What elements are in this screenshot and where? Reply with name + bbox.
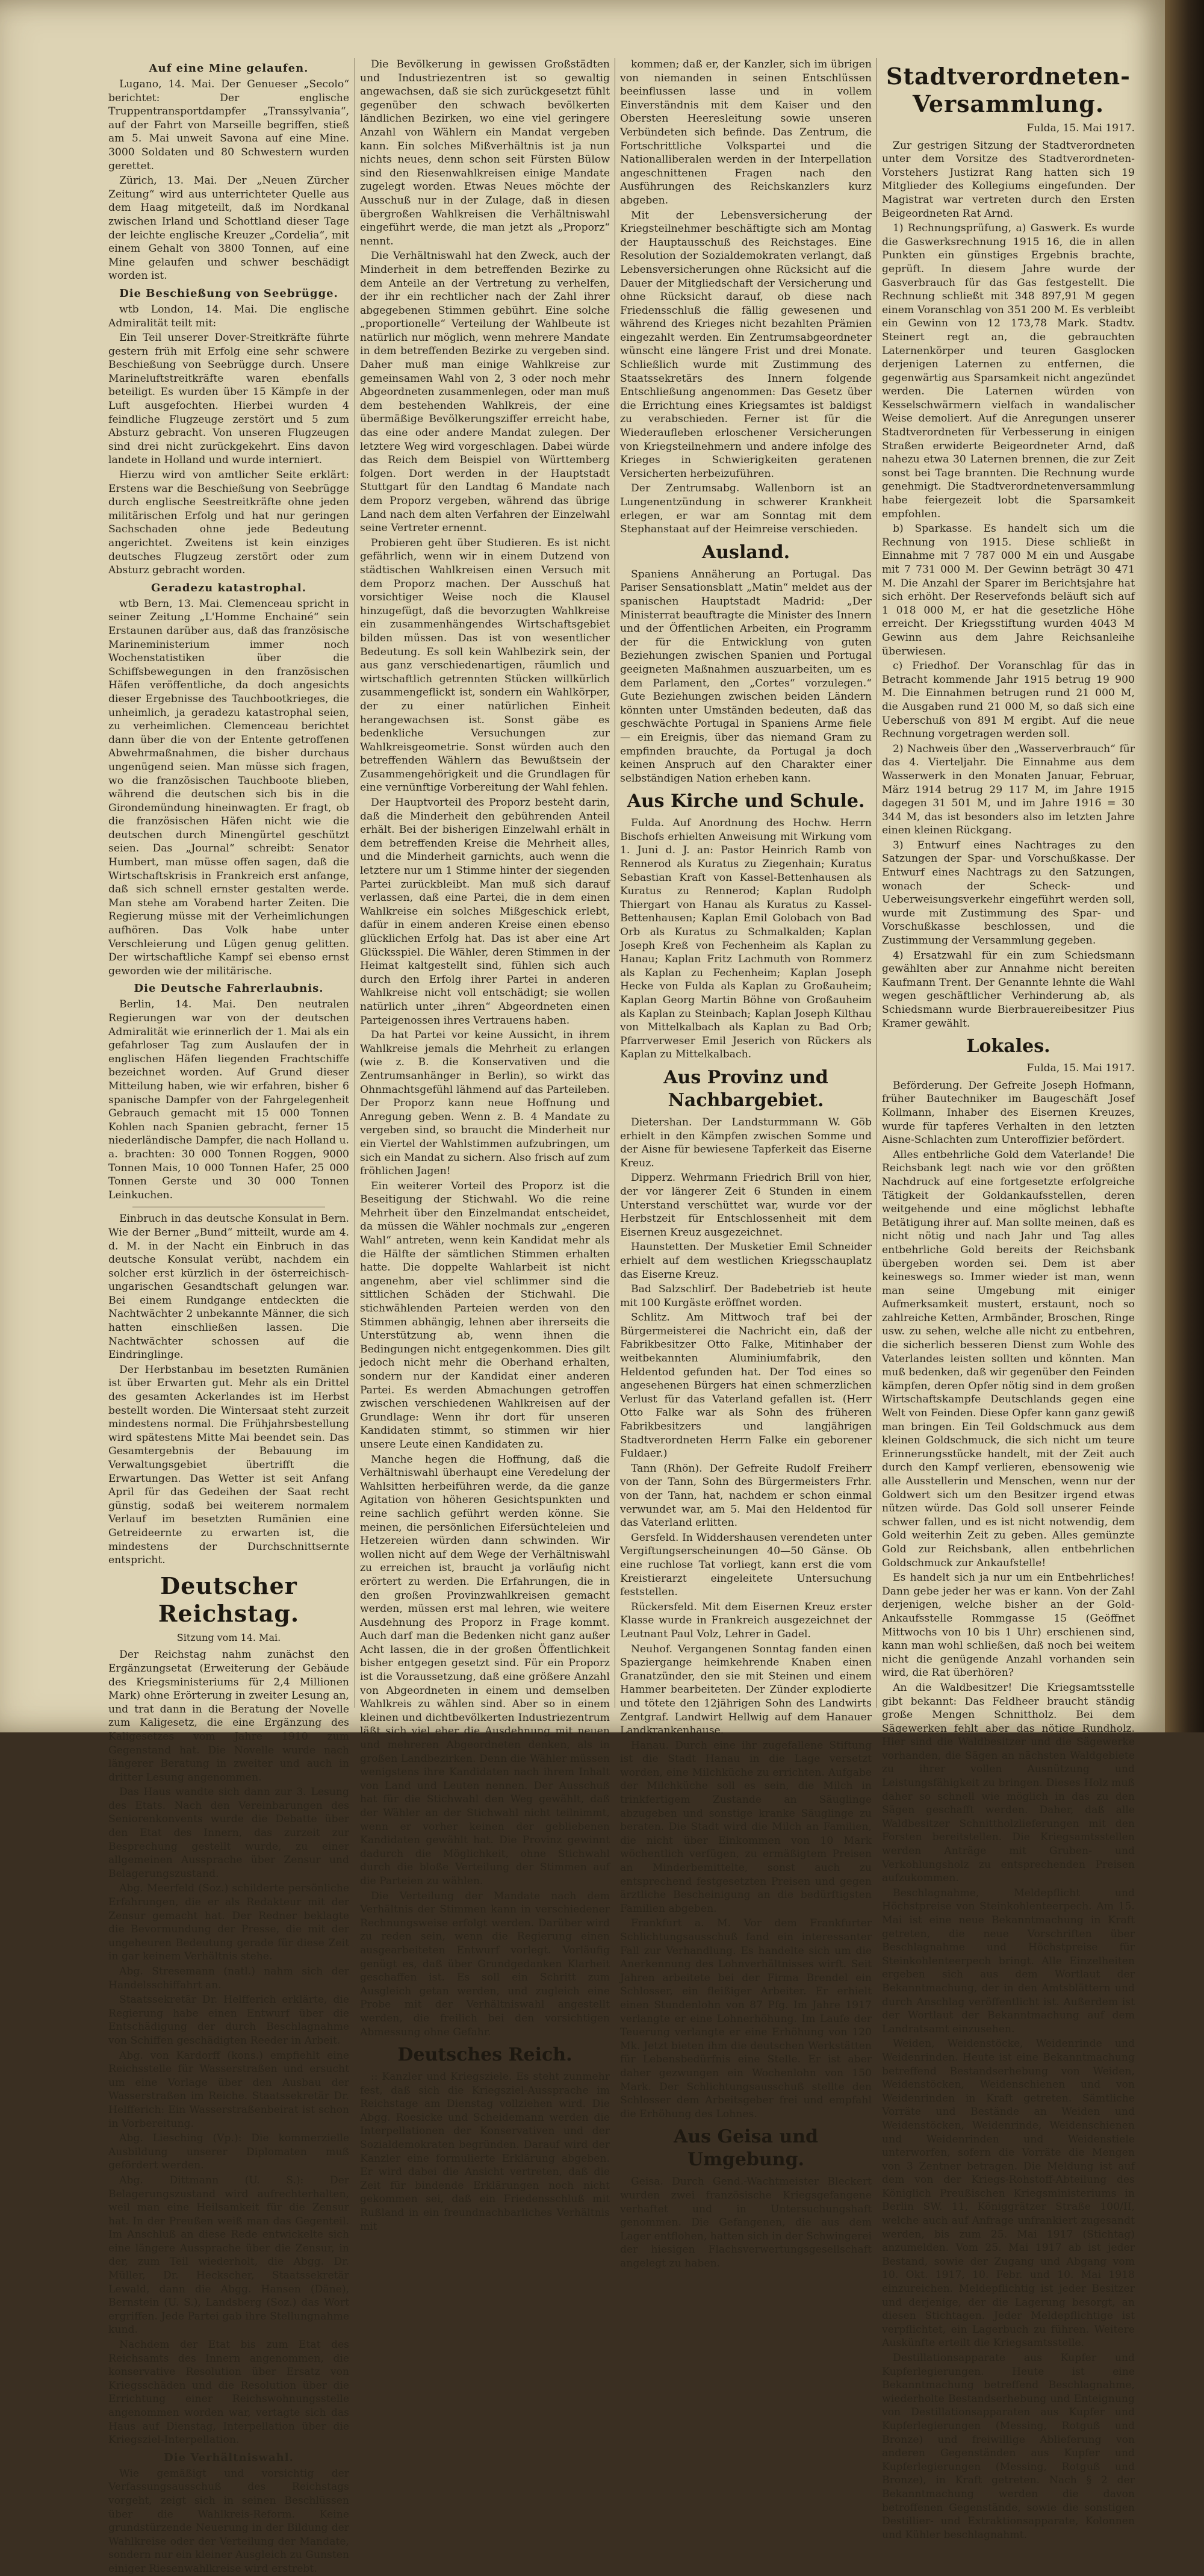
dateline: Fulda, 15. Mai 1917.	[1026, 122, 1135, 134]
article-paragraph: Nachdem der Etat bis zum Etat des Reichsamts des Innern angenommen, die konservative Resolution über Ersatz von Kriegsschäden und die Resolution über die Errichtung einer Reichswohnungsstelle angenommen worden war, vertagte sich das Haus auf Dienstag, Interpellation über die Kriegsziel-Interpellation.	[108, 2339, 349, 2447]
article-paragraph: 1) Rechnungsprüfung, a) Gaswerk. Es wurde die Gaswerksrechnung 1915 16, die in allen Punkten ein günstiges Ergebnis brachte, geprüft. In diesem Jahre wurde der Gasverbrauch für das Gas festgestellt. Die Rechnung schließt mit 348 897,91 M gegen einem Voranschlag von 351 200 M. Es verbleibt ein Gewinn von 12 173,78 Mark. Stadtv. Steinert regt an, die gebrauchten Laternenkörper und teuren Gasglocken derjenigen Laternen zu entfernen, die gegenwärtig aus Sparsamkeit nicht angezündet werden. Die Laternen würden von Kesselschwärmern vielfach in wandalischer Weise demoliert. Auf die Anregungen unserer Stadtverordneten für Verbesserung in einigen Straßen erwiderte Beigeordneter Arnd, daß nahezu etwa 30 Laternen brennen, die zur Zeit sonst bei Tage brannten. Die Rechnung wurde genehmigt. Die Stadtverordnetenversammlung habe feiergezeit lobt die Sparsamkeit empfohlen.	[882, 222, 1135, 520]
section-heading: Aus Provinz und Nachbargebiet.	[663, 1066, 828, 1111]
article-paragraph: Abg. Dittmann (U. S.): Der Belagerungszustand wird aufrechterhalten, weil man eine Heilsamkeit für die Zensur hat. In der Preußen weiß man das Gegenteil. Im Anschluß an diese Rede entwickelte sich eine längere Aussprache über die Zensur, in der, zum Teil wiederholt, die Abgg. Dr. Müller, Dr. Heckscher, Staatssekretär Lewald, dann die Abgg. Hansen (Däne), Bernstein (U. S.), Landsberg (Soz.) das Wort ergriffen. Jede Partei gab ihre Stellungnahme kund.	[108, 2174, 349, 2336]
article-paragraph: Wie gemäßigt und vorsichtig der Verfassungsausschuß des Reichstags vorgeht, zeigt sich in seinen Beschlüssen über die Wahlkreis-Reform. Keine grundstürzende Neuerung in der Bildung der Wahlkreise oder der Verteilung der Mandate, sondern nur ein kleiner Ausgleich zu Gunsten einiger Riesenwahlkreise wird erstrebt.	[108, 2467, 349, 2575]
article-paragraph: Abg. Meerfeld (Soz.) schilderte persönliche Erfahrungen, die er als Redakteur mit der Zensur gemacht hat. Der Redner beklagte die Bevormundung der Presse, die mit der ungeheuren Bedeutung gerade für diese Zeit in gar keinem Verhältnis stehe.	[108, 1882, 349, 1963]
article-paragraph: Bad Salzschlirf. Der Badebetrieb ist heute mit 100 Kurgäste eröffnet worden.	[620, 1283, 872, 1309]
article-paragraph: Gersfeld. In Widdershausen verendeten unter Vergiftungserscheinungen 40—50 Gänse. Ob eine ruchlose Tat vorliegt, kann erst die vom Kreistierarzt eingeleitete Untersuchung feststellen.	[620, 1531, 872, 1599]
article-paragraph: Dipperz. Wehrmann Friedrich Brill von hier, der vor längerer Zeit 6 Stunden in einem Unterstand verschüttet war, wurde vor der Herbstzeit für Entschlossenheit mit dem Eisernen Kreuz ausgezeichnet.	[620, 1172, 872, 1239]
article-headline: Die Verhältniswahl.	[164, 2451, 294, 2464]
section-heading: Deutsches Reich.	[397, 2044, 573, 2066]
article-paragraph: Lugano, 14. Mai. Der Genueser „Secolo“ berichtet: Der englische Truppentransportdampfer „Transsylvania“, auf der Fahrt von Marseille begriffen, stieß am 5. Mai unweit Savona auf eine Mine. 3000 Soldaten und 80 Schwestern wurden gerettet.	[108, 78, 349, 172]
article-paragraph: Der Hauptvorteil des Proporz besteht darin, daß die Minderheit den gebührenden Anteil erhält. Bei der bisherigen Einzelwahl erhält in dem betreffenden Kreise die Mehrheit alles, und die Minderheit garnichts, auch wenn die letztere nur um 1 Stimme hinter der siegenden Partei zurückbleibt. Man muß sich darauf verlassen, daß eine Partei, die in dem einen Wahlkreise ein solches Mißgeschick erlebt, dafür in einem anderen Kreise einen ebenso glücklichen Erfolg hat. Das ist aber eine Art Glücksspiel. Die Wähler, deren Stimmen in der Heimat kaltgestellt sind, fühlen sich auch durch den Erfolg ihrer Partei in anderen Wahlkreise nicht voll entschädigt; sie wollen natürlich unter „ihren“ Abgeordneten einen Parteigenossen ihres Vertrauens haben.	[360, 797, 610, 1027]
article-headline: Geradezu katastrophal.	[150, 581, 307, 594]
article-paragraph: Probieren geht über Studieren. Es ist nicht gefährlich, wenn wir in einem Dutzend von städtischen Wahlkreisen einen Versuch mit dem Proporz machen. Der Ausschuß hat vorsichtiger Weise noch die Klausel hinzugefügt, daß die bevorzugten Wahlkreise ein zusammenhängendes Wirtschaftsgebiet bilden müssen. Das ist von wesentlicher Bedeutung. Es soll kein Wahlbezirk sein, der aus ganz verschiedenartigen, räumlich und wirtschaftlich getrennten Stücken willkürlich zusammengeflickt ist, sondern ein Wahlkörper, der zu einer natürlichen Einheit herangewachsen ist. Sonst gäbe es bedenkliche Versuchungen zur Wahlkreisgeometrie. Sonst würden auch den betreffenden Wählern das Bewußtsein der Zusammengehörigkeit und die Grundlagen für eine vernünftige Vorbereitung der Wahl fehlen.	[360, 537, 610, 794]
article-paragraph: Die Verhältniswahl hat den Zweck, auch der Minderheit in dem betreffenden Bezirke zu dem Anteile an der Vertretung zu verhelfen, der ihr ein rechtlicher nach der Zahl ihrer abgegebenen Stimmen gebührt. Eine solche „proportionelle“ Verteilung der Wahlbeute ist natürlich nur möglich, wenn mehrere Mandate in dem betreffenden Bezirke zu vergeben sind. Daher muß man einige Wahlkreise zur gemeinsamen Wahl von 2, 3 oder noch mehr Abgeordneten zusammenlegen, oder man muß dem bestehenden Wahlkreis, der eine übermäßige Bevölkerungsziffer erreicht habe, das eine oder andere Mandat zulegen. Der letztere Weg wird vorgeschlagen. Dabei würde das Reich dem Beispiel von Württemberg folgen. Dort werden in der Hauptstadt Stuttgart für den Landtag 6 Mandate nach dem Proporz vergeben, während das übrige Land nach dem alten Verfahren der Einzelwahl seine Vertreter ernennt.	[360, 250, 610, 535]
article-paragraph: Ein weiterer Vorteil des Proporz ist die Beseitigung der Stichwahl. Wo die reine Mehrheit über den Einzelmandat entscheidet, da müssen die Wähler nochmals zur „engeren Wahl“ antreten, wenn kein Kandidat mehr als die Hälfte der sämtlichen Stimmen erhalten hatte. Die doppelte Wahlarbeit ist nicht angenehm, aber viel schlimmer sind die sittlichen Schäden der Stichwahl. Die stichwählenden Parteien werden von den Stimmen abhängig, lehnen aber ihrerseits die Unterstützung ab, wenn ihnen die Bedingungen nicht entgegenkommen. Dies gilt jedoch nicht mehr die Oberhand erhalten, sondern nur der Kandidat einer anderen Partei. Es werden Abmachungen getroffen zwischen verschiedenen Wahlkreisen auf der Grundlage: Wenn ihr dort für unseren Kandidaten stimmt, so stimmen wir hier unsere Leute einen Kandidaten zu.	[360, 1180, 610, 1451]
column-4	[882, 58, 1135, 2541]
article-paragraph: Destillationsapparate aus Kupfer und Kupferlegierungen. Heute ist eine Bekanntmachung betreffend Beschlagnahme, wiederholte Bestandserhebung und Enteignung von Destillationsapparaten aus Kupfer und Kupferlegierungen (Messing, Rotguß und Bronze) und freiwillige Ablieferung von anderen Gegenständen aus Kupfer und Kupferlegierungen (Messing, Rotguß und Bronze), in Kraft getreten. Nach § 2 der Bekanntmachung werden die davon betroffenen Gegenstände, sowie die sonstigen Destillier- und Extraktionsapparate, Kolonnen und Kühler beschlagnahmt.	[882, 2352, 1135, 2541]
article-paragraph: Der Herbstanbau im besetzten Rumänien ist über Erwarten gut. Mehr als ein Drittel des gesamten Ackerlandes ist im Herbst bestellt worden. Die Wintersaat steht zurzeit mindestens normal. Die Frühjahrsbestellung wird spätestens Mitte Mai beendet sein. Das Gesamtergebnis der Bebauung im Verwaltungsgebiet übertrifft die Erwartungen. Das Wetter ist seit Anfang April für das Gedeihen der Saat recht günstig, sodaß bei weiterem normalem Verlauf im besetzten Rumänien eine Getreideernte zu erwarten ist, die mindestens der Durchschnittsernte entspricht.	[108, 1363, 349, 1567]
article-paragraph: Frankfurt a. M. Vor dem Frankfurter Schlichtungsausschuß fand ein interessanter Fall zur Verhandlung. Es handelte sich um die Anerkennung des Lohnverhältnisses wirft. Seit Jahren arbeitete bei der Firma Brendel ein Schlosser, ein fleißiger Arbeiter. Er erhielt einen Stundenlohn von 87 Pfg. Im Jahre 1917 verlangte er eine Lohnerhöhung. Im Laufe der Teuerung verlangte er eine Erhöhung von 120 Mk. Jetzt bieten ihm die deutschen Werkstätten für Lebensbedürfnis eine Stelle. Er ist aber daher gezwungen ein Wochenlohn von 150 Mark. Der Schlichtungsausschuß stellte den Schlosser dem Arbeitsgeber frei und empfahl die Erhöhung des Lohnes.	[620, 1917, 872, 2120]
article-paragraph: wtb London, 14. Mai. Die englische Admiralität teilt mit:	[108, 303, 349, 329]
article-paragraph: 3) Entwurf eines Nachtrages zu den Satzungen der Spar- und Vorschußkasse. Der Entwurf eines Nachtrags zu den Satzungen, wonach der Scheck- und Ueberweisungsverkehr eingeführt werden soll, wurde mit Zustimmung des Spar- und Vorschußkasse beschlossen, und die Zustimmung der Versammlung gegeben.	[882, 839, 1135, 947]
section-heading: Deutscher Reichstag.	[158, 1572, 300, 1627]
article-paragraph: Weiden, Weidenstöcke, Weidenrinde und Weidenrinden. Heute ist eine Bekanntmachung betreffend Bestandserhebung von Weiden, Weidenstöcken, Weidenschienen und von Weidenrinden in Kraft getreten. Sämtliche Vorräte und Bestände an Weiden und Weidenstöcken, Weidenrinde, Weidenschienen und Weidenrinden und Weidenstiele unterworfen, sofern die Vorräte die Mengen von 3 Zentner betragen. Die Meldung ist auf dem von der Kriegs-Rohstoff-Abteilung des Königlich Preußischen Kriegsministeriums in Berlin SW. 11, Königgrätzer Straße 100/II, welche auch auf Anfrage unfrankiert zugesandt werden, bis zum 25. Mai 1917 (Stichtag) anzumelden. Vom 25. Mai 1917 ab ist jeder Bestand, sowie der Zugang und Abgang vom 10. Okt. 1917, 10. Febr. und 10. Mai 1918 einzureichen. Meldepflichtig ist jeder Besitzer und derjenige, der die Lagerung besorgt, an diesen Stichtagen. Jeder Meldepflichtige ist verpflichtet, ein Lagerbuch zu führen. Weitere Auskünfte erteilt die Kriegsamtsstelle.	[882, 2038, 1135, 2350]
article-paragraph: Beförderung. Der Gefreite Joseph Hofmann, früher Bautechniker im Baugeschäft Josef Kollmann, Inhaber des Eisernen Kreuzes, wurde für tapferes Verhalten in den letzten Aisne-Schlachten zum Unteroffizier befördert.	[882, 1079, 1135, 1146]
session-date: Sitzung vom 14. Mai.	[176, 1631, 281, 1643]
article-paragraph: Ein Teil unserer Dover-Streitkräfte führte gestern früh mit Erfolg eine sehr schwere Beschießung von Seebrügge durch. Unsere Marineluftstreitkräfte waren ebenfalls beteiligt. Es wurden über 15 Kämpfe in der Luft ausgefochten. Hierbei wurden 4 feindliche Flugzeuge zerstört und 5 zum Absturz gebracht. Von unseren Flugzeugen sind drei nicht zurückgekehrt. Eins davon landete in Holland und wurde interniert.	[108, 332, 349, 467]
article-paragraph: An die Waldbesitzer! Die Kriegsamtsstelle gibt bekannt: Das Feldheer braucht ständig große Mengen Schnittholz. Bei dem Sägewerken fehlt aber das nötige Rundholz. Hier sind die Waldbesitzer und die Sägewerke vorhanden, die Sägen an nächsten Waldgebiete zu ihrer vollen Ausnützung und Leistungsfähigkeit zu bringen. Dieses Holz muß daher so schnell wie möglich in das zu den Sägen geschafft werden. Daher, daß alle Waldbesitzer Schnittholzlieferungen mit den Forsten bereitstellen. Die Kriegsamtsstellen werden Anträge mit Gruben- und Verkohlungsholz zu entsprechenden Preisen aufzukommen.	[882, 1681, 1135, 1885]
article-paragraph: Rückersfeld. Mit dem Eisernen Kreuz erster Klasse wurde in Frankreich ausgezeichnet der Leutnant Paul Volz, Lehrer in Gadel.	[620, 1601, 872, 1640]
section-heading: Ausland.	[701, 541, 790, 563]
article-paragraph: :: Kanzler und Kriegsziele. Es steht zunmehr fest, daß sich die Kriegsziel-Aussprache im Reichstage am Dienstag vollziehen wird. Die Abgg. Roesicke und Scheidemann werden die Interpellationen der Konservativen und der Sozialdemokraten begründen. Darauf wird der Kanzler eine formulierte Erklärung abgeben. Er wird dabei die Ansicht vertreten, daß die Zeit für bindende Erklärungen noch nicht gekommen sei, daß ein Friedensschluß mit Rußland in ein freundnachbarliches Verhältnis mit	[360, 2071, 610, 2233]
article-paragraph: Berlin, 14. Mai. Den neutralen Regierungen war von der deutschen Admiralität wie erinnerlich der 1. Mai als ein gefahrloser Tag zum Auslaufen der in englischen Häfen liegenden Frachtschiffe bezeichnet worden. Auf Grund dieser Mitteilung haben, wie wir erfahren, bisher 6 spanische Dampfer von der Fahrgelegenheit Gebrauch gemacht mit 15 000 Tonnen Kohlen nach Spanien gebracht, ferner 15 niederländische Dampfer, die nach Holland u. a. brachten: 30 000 Tonnen Roggen, 9000 Tonnen Mais, 10 000 Tonnen Hafer, 25 000 Tonnen Gerste und 30 000 Tonnen Leinkuchen.	[108, 998, 349, 1201]
column-3	[620, 58, 872, 2270]
article-headline: Auf eine Mine gelaufen.	[149, 62, 309, 75]
article-paragraph: 2) Nachweis über den „Wasserverbrauch“ für das 4. Vierteljahr. Die Einnahme aus dem Wasserwerk in den Monaten Januar, Februar, März 1914 betrug 29 117 M, im Jahre 1915 dagegen 31 501 M, und im Jahre 1916 = 30 344 M, das ist besonders also im letzten Jahre einen kleinen Rückgang.	[882, 742, 1135, 837]
article-paragraph: Neuhof. Vergangenen Sonntag fanden einen Spaziergange heimkehrende Knaben einen Granatzünder, den sie mit Steinen und einem Hammer bearbeiteten. Der Zünder explodierte und tötete den 12jährigen Sohn des Landwirts Zentgraf. Landwirt Hellwig auf dem Hanauer Landkrankenhause.	[620, 1643, 872, 1737]
article-paragraph: kommen; daß er, der Kanzler, sich im übrigen von niemanden in seinen Entschlüssen beeinflussen lasse und in vollem Einverständnis mit dem Kaiser und den Obersten Heeresleitung sowie unseren Verbündeten sich befinde. Das Zentrum, die Fortschrittliche Volkspartei und die Nationalliberalen werden in der Interpellation angeschnittenen Fragen nach den Ausführungen des Reichskanzlers kurz abgeben.	[620, 58, 872, 207]
article-paragraph: c) Friedhof. Der Voranschlag für das in Betracht kommende Jahr 1915 betrug 19 900 M. Die Einnahmen betrugen rund 21 000 M, die Ausgaben rund 21 000 M, so daß sich eine Ueberschuß von 891 M ergibt. Auf die neue Rechnung vorgetragen werden soll.	[882, 660, 1135, 741]
article-paragraph: Abg. von Kardorff (kons.) empfiehlt eine Reichsstelle für Wasserstraßen und ersucht um eine Vorlage über den Ausbau der Wasserstraßen im Reiche. Staatssekretär Dr. Helfferich: Ein Wasserstraßenbeirat ist schon in Vorbereitung.	[108, 2049, 349, 2130]
article-paragraph: Staatssekretär Dr. Helfferich erklärte, die Regierung habe einen Entwurf über die Entschädigung der durch Beschlagnahme von Schiffen geschädigten Reeder in Arbeit.	[108, 1994, 349, 2047]
article-paragraph: Hanau. Durch eine ihr zugefallene Stiftung ist die Stadt Hanau in die Lage versetzt worden, eine Milchküche zu errichten. Aufgabe der Milchküche soll es sein, die Milch in trinkfertigem Zustande an Säuglinge abzugeben und sonstige kranke Säuglinge zu beraten. Die Stadt wird die Milch an Familien, die nicht über Einkommen von 10 Mark wöchentlich verfügen, zu ermäßigtem Preisen an Minderbemittelte, sonst auch zu entsprechend festgesetzten Preisen und gegen ärztliche Bescheinigung an die bedürftigsten Familien abgeben.	[620, 1739, 872, 1915]
article-paragraph: Mit der Lebensversicherung der Kriegsteilnehmer beschäftigte sich am Montag der Hauptausschuß des Reichstages. Eine Resolution der Sozialdemokraten verlangt, daß Lebensversicherungen ohne Rücksicht auf die Dauer der Mitgliedschaft der Versicherung und ohne Rücksicht darauf, ob diese nach Friedensschluß die fällig gewesenen und während des Krieges nicht bezahlten Prämien eingezahlt werden. Ein Zentrumsabgeordneter wünscht eine längere Frist und drei Monate. Schließlich wurde mit Zustimmung des Staatssekretärs des Innern folgende Entschließung angenommen: Das Gesetz über die Errichtung eines Kriegsamtes ist baldigst zu verabschieden. Ferner ist für die Wiederaufleben erloschener Versicherungen von Kriegsteilnehmern und andere infolge des Krieges in Schwierigkeiten geratenen Versicherten herbeizuführen.	[620, 209, 872, 480]
article-paragraph: Einbruch in das deutsche Konsulat in Bern. Wie der Berner „Bund“ mitteilt, wurde am 4. d. M. in der Nacht ein Einbruch in das deutsche Konsulat verübt, nachdem ein solcher erst kürzlich in der österreichisch-ungarischen Gesandtschaft gelungen war. Bei einem Rundgange entdeckten die Nachtwächter 2 unbekannte Männer, die sich hatten einschließen lassen. Die Nachtwächter schossen auf die Eindringlinge.	[108, 1213, 349, 1361]
article-paragraph: Schlitz. Am Mittwoch traf bei der Bürgermeisterei die Nachricht ein, daß der Fabrikbesitzer Otto Falke, Mitinhaber der weitbekannten Aluminiumfabrik, den Heldentod gefunden hat. Der Tod eines so angesehenen Bürgers hat einen schmerzlichen Verlust für das Vaterland gefallen ist. (Herr Otto Falke war als Sohn des früheren Fabrikbesitzers und langjährigen Stadtverordneten Herrn Falke ein geborener Fuldaer.)	[620, 1311, 872, 1460]
article-paragraph: Zur gestrigen Sitzung der Stadtverordneten unter dem Vorsitze des Stadtverordneten-Vorstehers Justizrat Rang hatten sich 19 Mitglieder des Kollegiums eingefunden. Der Magistrat war vertreten durch den Ersten Beigeordneten Rat Arnd.	[882, 139, 1135, 220]
article-paragraph: Alles entbehrliche Gold dem Vaterlande! Die Reichsbank legt nach wie vor den größten Nachdruck auf eine fortgesetzte erfolgreiche Tätigkeit der Goldankaufsstellen, deren weitgehende und eine möglichst lebhafte Betätigung ihrer auf. Man sollte meinen, daß es nicht nötig und nach Jahr und Tag alles entbehrliche Gold bereits der Reichsbank übergeben worden sei. Dem ist aber keineswegs so. Immer wieder ist man, wenn man seine Umgebung mit einiger Aufmerksamkeit mustert, erstaunt, noch so zahlreiche Ketten, Armbänder, Broschen, Ringe usw. zu sehen, welche alle nicht zu entbehren, die sicherlich besseren Dienst zum Wohle des Vaterlandes leisten sollten und könnten. Man muß bedenken, daß wir gegenüber den Feinden kämpfen, deren Opfer nötig sind in dem großen Wirtschaftskampfe Deutschlands gegen eine Welt von Feinden. Diese Opfer kann ganz gewiß man bringen. Ein Teil Goldschmuck aus dem kleinen Goldschmuck, die sich nicht um teure Erinnerungsstücke handelt, mit der Zeit auch durch den Kampf verlieren, ebensowenig wie alle Ausstellerin und Menschen, wenn nur der Goldwert sich um den Besitzer irgend etwas nützen würde. Das Gold soll unserer Feinde schwer fallen, und es ist nicht notwendig, dem Gold weiterhin Zeit zu geben. Alles gemünzte Gold zur Reichsbank, allen entbehrlichen Goldschmuck zur Ankaufstelle!	[882, 1148, 1135, 1569]
article-paragraph: Da hat Partei vor keine Aussicht, in ihrem Wahlkreise jemals die Mehrheit zu erlangen (wie z. B. die Konservativen und die Zentrumsanhänger in Berlin), so wirkt das Ohnmachtsgefühl lähmend auf das Parteileben. Der Proporz kann neue Hoffnung und Anregung geben. Wenn z. B. 4 Mandate zu vergeben sind, so braucht die Minderheit nur ein Viertel der Wahlstimmen aufzubringen, um sich ein Mandat zu sichern. Also frisch auf zum fröhlichen Jagen!	[360, 1029, 610, 1178]
article-paragraph: Hierzu wird von amtlicher Seite erklärt: Erstens war die Beschießung von Seebrügge durch englische Seestreitkräfte ohne jeden militärischen Erfolg und hat nur geringen Sachschaden ohne jede Bedeutung angerichtet. Zweitens ist kein einziges deutsches Flugzeug zerstört oder zum Absturz gebracht worden.	[108, 469, 349, 577]
article-paragraph: Das Haus wandte sich dann zur 3. Lesung des Etats. Nach den Vereinbarungen des Seniorenkonvents wurde die Debatte über den Etat des Innern, das zurzeit zur Besprechung gestellt wurde, zu einer allgemeinen Aussprache über Zensur und Belagerungszustand.	[108, 1786, 349, 1880]
column-2	[360, 58, 610, 2233]
article-paragraph: wtb Bern, 13. Mai. Clemenceau spricht in seiner Zeitung „L'Homme Enchainé“ sein Erstaunen darüber aus, daß das französische Marineministerium immer noch Wochenstatistiken über die Schiffsbewegungen in den französischen Häfen veröffentliche, da doch angesichts dieser Ergebnisse des Tauchbootkrieges, die unheimlich, ja geradezu katastrophal seien, zu verheimlichen. Clemenceau berichtet dann über die von der Entente getroffenen Abwehrmaßnahmen, die bisher durchaus ungenügend seien. Man müsse sich fragen, wo die französischen Tauchboote blieben, während die deutschen sich bis in die Girondemündung hineinwagten. Er fragt, ob die französischen Häfen nicht wie die deutschen durch Minengürtel geschützt seien. Das „Journal“ schreibt: Senator Humbert, man müsse offen sagen, daß die Wirtschaftskrisis in Frankreich erst anfange, daß sich schnell ernster gestalten werde. Man stehe am Vorabend harter Zeiten. Die Regierung müsse mit der Verheimlichungen aufhören. Das Volk habe unter Verschleierung und Lügen genug gelitten. Der wirtschaftliche Kampf sei ebenso ernst geworden wie der militärische.	[108, 597, 349, 977]
article-paragraph: Der Zentrumsabg. Wallenborn ist an Lungenentzündung in schwerer Krankheit erlegen, er war am Sonntag mit dem Stephanstaat auf der Heimreise verschieden.	[620, 482, 872, 536]
section-heading: Stadtverordneten-Versammlung.	[886, 63, 1131, 117]
article-headline: Die Deutsche Fahrerlaubnis.	[134, 982, 324, 995]
dateline: Fulda, 15. Mai 1917.	[1026, 1062, 1135, 1075]
section-heading: Aus Kirche und Schule.	[627, 791, 865, 812]
article-paragraph: Beschlagnahme, Meldepflicht und Höchstpreise von Steinkohlenteerpech. Am 15. Mai ist eine neue Bekanntmachung in Kraft getreten, die neue Vorschriften über Beschlagnahme und Höchstpreise für Steinkohlenteerpech bringt. Alle Einzelheiten ergeben sich aus dem Wortlaut der Bekanntmachung, der in den Amtsblättern und durch Anschlag veröffentlicht ist. Außerdem ist der Wortlaut der Bekanntmachung auf dem Landratsamt einzusehen.	[882, 1887, 1135, 2035]
article-paragraph: Abg. Stresemann (natl.) nahm sich der Handelsschiffahrt an.	[108, 1965, 349, 1991]
article-paragraph: Geisa. Durch Gend.-Wachtmeister Bleckert wurden zwei französische Kriegsgefangene verhaftet und in Untersuchungshaft genommen. Die Gefangenen, die aus dem Lager entflohen, hatten sich in der Schwingerei der hiesigen Flachsverwertungsgesellschaft angelegt zu haben.	[620, 2176, 872, 2270]
column-1	[108, 58, 349, 2575]
article-paragraph: Spaniens Annäherung an Portugal. Das Pariser Sensationsblatt „Matin“ meldet aus der spanischen Hauptstadt Madrid: „Der Ministerrat beauftragte die Minister des Innern und der Öffentlichen Arbeiten, ein Programm der für die Entwicklung von guten Beziehungen zwischen Spanien und Portugal geeigneten Maßnahmen auszuarbeiten, um es dem Parlament, den „Cortes“ vorzulegen.“ Gute Beziehungen zwischen beiden Ländern könnten unter Umständen bedeuten, daß das geschwächte Portugal in Spaniens Arme fiele — ein Ereignis, über das niemand Gram zu empfinden brauchte, da Portugal ja doch keinen Anspruch auf den Charakter einer selbständigen Nation erheben kann.	[620, 568, 872, 785]
article-paragraph: Es handelt sich ja nur um ein Entbehrliches! Dann gebe jeder her was er kann. Von der Zahl derjenigen, welche bisher an der Gold-Ankaufsstelle Rommgasse 15 (Geöffnet Mittwochs von 10 bis 1 Uhr) erschienen sind, kann man wohl schließen, daß noch bei weitem nicht die genügende Anzahl vorhanden sein wird, die Rat überhören?	[882, 1572, 1135, 1679]
article-paragraph: Haunstetten. Der Musketier Emil Schneider erhielt auf dem westlichen Kriegsschauplatz das Eiserne Kreuz.	[620, 1241, 872, 1281]
book-binding	[1165, 0, 1204, 1732]
article-paragraph: Die Bevölkerung in gewissen Großstädten und Industriezentren ist so gewaltig angewachsen, daß sie sich zurückgesetzt fühlt gegenüber den schwach bevölkerten ländlichen Bezirken, wo eine viel geringere Anzahl von Wählern ein Mandat vergeben kann. Ein solches Mißverhältnis ist ja nun nichts neues, denn schon seit Fürsten Bülow sind den Riesenwahlkreisen einige Mandate zugelegt worden. Etwas Neues möchte der Ausschuß nur in der Zulage, daß in diesen übergroßen Wahlkreisen die Verhältniswahl eingeführt werde, die man jetzt als „Proporz“ nennt.	[360, 58, 610, 247]
section-heading: Lokales.	[966, 1036, 1050, 1057]
article-paragraph: Fulda. Auf Anordnung des Hochw. Herrn Bischofs erhielten Anweisung mit Wirkung vom 1. Juni d. J. an: Pastor Heinrich Ramb von Rennerod als Kuratus zu Ziegenhain; Kuratus Sebastian Kraft von Kassel-Bettenhausen als Kuratus zu Rennerod; Kaplan Rudolph Thiergart von Hanau als Kuratus zu Kassel-Bettenhausen; Kaplan Emil Golobach von Bad Orb als Kuratus zu Schmalkalden; Kaplan Joseph Kreß von Fechenheim als Kaplan zu Hanau; Kaplan Fritz Lachmuth von Rommerz als Kaplan zu Fechenheim; Kaplan Joseph Hecke von Fulda als Kaplan zu Großauheim; Kaplan Georg Martin Böhne von Großauheim als Kaplan zu Steinbach; Kaplan Joseph Kilthau von Mittelkalbach als Kaplan zu Bad Orb; Pfarrverweser Emil Jeserich von Rückers als Kaplan zu Mittelkalbach.	[620, 817, 872, 1061]
article-paragraph: Manche hegen die Hoffnung, daß die Verhältniswahl überhaupt eine Veredelung der Wahlsitten herbeiführen werde, da die ganze Agitation von höheren Gesichtspunkten und reine sachlich geführt werden könne. Sie meinen, die persönlichen Eifersüchteleien und Hetzereien würden dann schwinden. Wir wollen nicht auf dem Wege der Verhältniswahl zu erreichen ist, braucht ja vorläufig nicht erörtert zu werden. Die Erfahrungen, die in den großen Provinzwahlkreisen gemacht werden, müssen erst mal lehren, wie weitere Ausdehnung des Proporz in Frage kommt. Auch darf man die Bedenken nicht ganz außer Acht lassen, die in der großen Öffentlichkeit bisher entgegen gesetzt sind. Für ein Proporz ist die Voraussetzung, daß eine größere Anzahl von Abgeordneten in einem und demselben Wahlkreis zu wählen sind. Aber so in einem kleinen und dichtbevölkerten Industriezentrum läßt sich viel eher die Ausdehnung mit neuen und mehreren Abgeordneten denken, als in großen Landbezirken. Denn die Wähler müssen wenigstens ihre Kandidaten nach ihrem Inhalt von Land und Leuten nennen. Der Ausschuß hat für die Stichwahl den Weg gewählt, daß der Wähler an der Stichwahl nicht teilnimmt, wenn er vorher keinen der gebliebenen Kandidaten gewählt hat. Die Provinz gewinnt dadurch die Möglichkeit, ohne Stichwahl durch die bloße Verteilung der Stimmen auf die Parteien zu wählen.	[360, 1453, 610, 1887]
article-paragraph: Zürich, 13. Mai. Der „Neuen Zürcher Zeitung“ wird aus unterrichteter Quelle aus dem Haag mitgeteilt, daß im Nordkanal zwischen Irland und Schottland dieser Tage der leichte englische Kreuzer „Cordelia“, mit einem Gehalt von 3800 Tonnen, auf eine Mine gelaufen und schwer beschädigt worden ist.	[108, 175, 349, 282]
article-paragraph: Die Verteilung der Mandate nach dem Verhältnis der Stimmen kann in verschiedener Rechnungsweise erfolgt werden. Darüber wird zu reden sein, wenn die Regierung einen ausgearbeiteten Entwurf vorlegt. Vorläufig genügt es, daß über Grundgedanken Klarheit geschaffen ist. Es soll ein Schritt zum Ausgleich getan werden, und zugleich eine Probe mit der Verhältniswahl angestellt werden, die freilich bei den vorsichtigen Abmessung ohne Gefahr.	[360, 1890, 610, 2038]
article-paragraph: Der Reichstag nahm zunächst den Ergänzungsetat (Erweiterung der Gebäude des Kriegsministeriums für 2,4 Millionen Mark) ohne Erörterung in zweiter Lesung an, und trat dann in die Beratung der Novelle zum Kaligesetz, die eine Ergänzung des Kaligesetzes vom Jahre 1910 zum Gegenstand hat. Die Novelle wurde nach längerer Beratung in zweiter und auch in dritter Lesung angenommen.	[108, 1649, 349, 1784]
article-paragraph: Tann (Rhön). Der Gefreite Rudolf Freiherr von der Tann, Sohn des Bürgermeisters Frhr. von der Tann, hat, nachdem er schon einmal verwundet war, am 5. Mai den Heldentod für das Vaterland erlitten.	[620, 1462, 872, 1529]
article-paragraph: b) Sparkasse. Es handelt sich um die Rechnung von 1915. Diese schließt in Einnahme mit 7 787 000 M ein und Ausgabe mit 7 731 000 M. Der Gewinn beträgt 30 471 M. Die Anzahl der Sparer im Berichtsjahre hat sich erhöht. Der Reservefonds beläuft sich auf 1 018 000 M, er hat die gesetzliche Höhe erreicht. Der Kriegsstiftung wurden 4043 M Gewinn aus dem Jahre Reichsanleihe überwiesen.	[882, 523, 1135, 658]
article-paragraph: 4) Ersatzwahl für ein zum Schiedsmann gewählten aber zur Annahme nicht bereiten Kaufmann Trent. Der Genannte lehnte die Wahl wegen geschäftlicher Verhinderung ab, als Schiedsmann wurde Bierbrauereibesitzer Pius Kramer gewählt.	[882, 949, 1135, 1030]
section-heading: Aus Geisa und Umgebung.	[674, 2126, 818, 2171]
article-paragraph: Abg. Liesching (Vp.): Die kommerzielle Ausbildung unserer Diplomaten muß gefördert werden.	[108, 2132, 349, 2172]
article-headline: Die Beschießung von Seebrügge.	[119, 287, 338, 300]
article-paragraph: Dietershan. Der Landsturmmann W. Göb erhielt in den Kämpfen zwischen Somme und der Aisne für bewiesene Tapferkeit das Eiserne Kreuz.	[620, 1116, 872, 1169]
